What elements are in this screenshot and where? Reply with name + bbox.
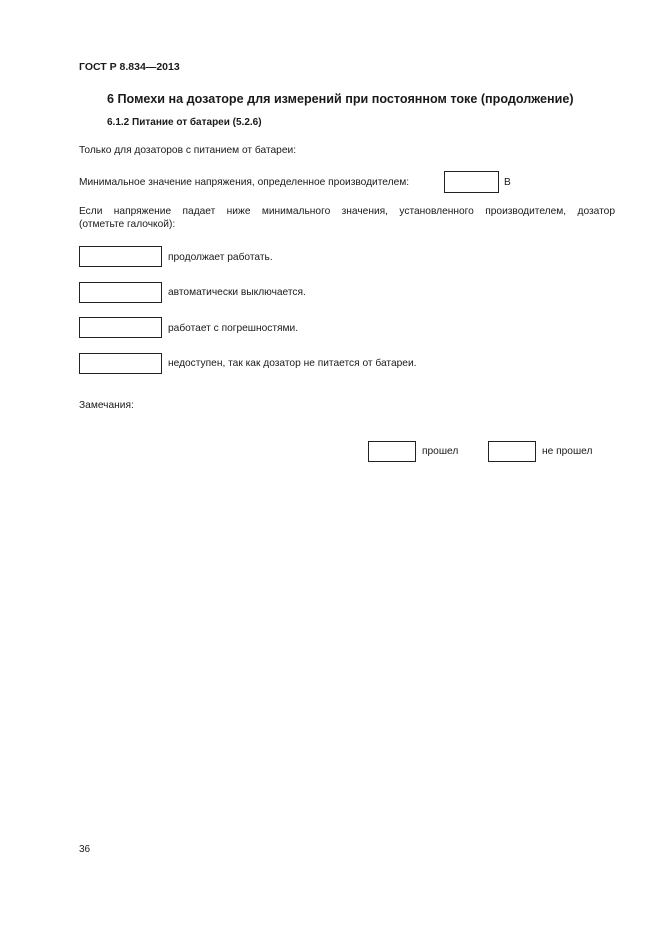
voltage-unit: В bbox=[504, 177, 511, 188]
option-checkbox-shuts-off[interactable] bbox=[79, 282, 162, 303]
option-checkbox-unavailable[interactable] bbox=[79, 353, 162, 374]
option-checkbox-errors[interactable] bbox=[79, 317, 162, 338]
option-checkbox-continues[interactable] bbox=[79, 246, 162, 267]
remarks-label: Замечания: bbox=[79, 400, 134, 411]
voltage-input-box[interactable] bbox=[444, 171, 499, 193]
fail-checkbox[interactable] bbox=[488, 441, 536, 462]
condition-line-2: (отметьте галочкой): bbox=[79, 219, 176, 230]
page-number: 36 bbox=[79, 844, 91, 855]
voltage-label: Минимальное значение напряжения, определенное производителем: bbox=[79, 177, 410, 188]
option-label-unavailable: недоступен, так как дозатор не питается от батареи. bbox=[168, 358, 417, 369]
pass-label: прошел bbox=[422, 446, 459, 457]
option-label-shuts-off: автоматически выключается. bbox=[168, 287, 306, 298]
pass-checkbox[interactable] bbox=[368, 441, 416, 462]
subsection-title: 6.1.2 Питание от батареи (5.2.6) bbox=[107, 117, 262, 128]
option-label-continues: продолжает работать. bbox=[168, 252, 273, 263]
option-label-errors: работает с погрешностями. bbox=[168, 323, 299, 334]
condition-line-1: Если напряжение падает ниже минимального значения, установленного производителем, дозатор bbox=[79, 206, 615, 217]
intro-text: Только для дозаторов с питанием от батареи: bbox=[79, 145, 297, 156]
document-code: ГОСТ Р 8.834—2013 bbox=[79, 61, 180, 73]
section-title: 6 Помехи на дозаторе для измерений при постоянном токе (продолжение) bbox=[107, 92, 574, 106]
fail-label: не прошел bbox=[542, 446, 593, 457]
